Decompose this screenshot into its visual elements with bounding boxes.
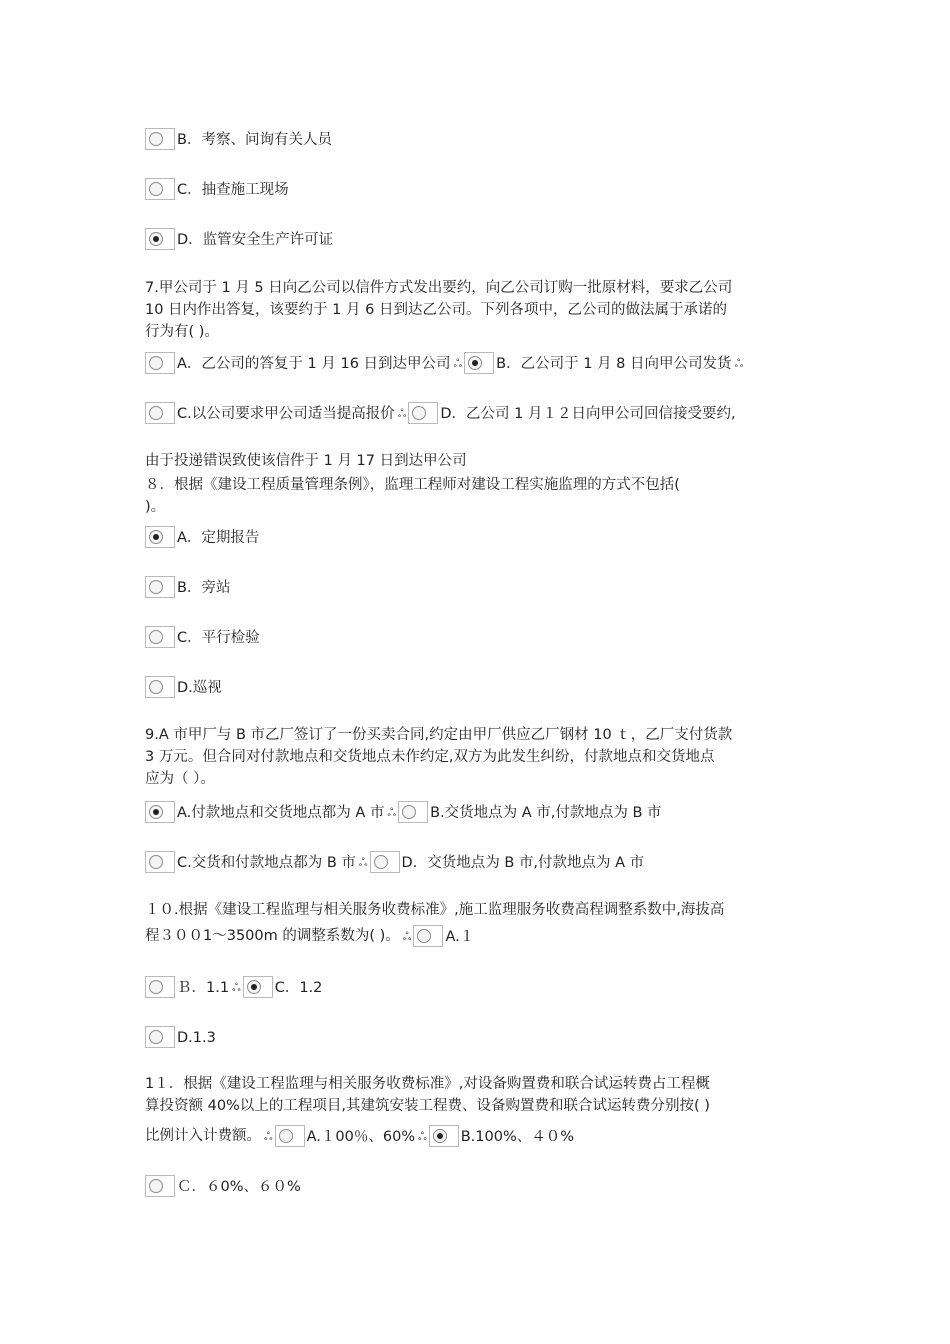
radio-button[interactable] — [413, 925, 443, 947]
q10-stem-line-2: 程３００1～3500m 的调整系数为( )。 — [145, 928, 400, 944]
option-label: B.交货地点为 A 市,付款地点为 B 市 — [430, 805, 662, 821]
radio-button[interactable] — [145, 851, 175, 873]
q6-option-c[interactable] — [145, 178, 289, 200]
option-label: A．乙公司的答复于 1 月 16 日到达甲公司 — [177, 356, 451, 372]
radio-button-selected[interactable] — [145, 526, 175, 548]
radio-button[interactable] — [145, 128, 175, 150]
q9-option-b[interactable] — [398, 801, 661, 823]
option-label: C．平行检验 — [177, 630, 260, 646]
q11-stem-line-1: 1１．根据《建设工程监理与相关服务收费标准》,对设备购置费和联合试运转费占工程概 — [145, 1076, 710, 1092]
radio-button[interactable] — [398, 801, 428, 823]
q10-option-c[interactable] — [243, 976, 323, 998]
q8-stem-line-2: )。 — [145, 499, 166, 515]
q9-options-row-2 — [145, 851, 644, 873]
q7-stem-line-2: 10 日内作出答复，该要约于 1 月 6 日到达乙公司。下列各项中，乙公司的做法属于承诺的 — [145, 302, 727, 318]
q7-option-d[interactable] — [408, 402, 735, 424]
q7-options-row-1 — [145, 352, 745, 374]
q10-option-b[interactable] — [145, 976, 229, 998]
mark-glyph: ஃ — [358, 856, 368, 869]
option-label: A．定期报告 — [177, 530, 260, 546]
option-label: C．1.2 — [274, 980, 323, 996]
q6-option-b[interactable] — [145, 128, 332, 150]
radio-button[interactable] — [145, 676, 175, 698]
option-label: Ｃ．６0%、６０% — [177, 1179, 301, 1195]
option-label: C.以公司要求甲公司适当提高报价 — [177, 406, 395, 422]
q11-option-c[interactable] — [145, 1175, 301, 1197]
q7-options-row-2 — [145, 402, 736, 424]
q7-option-a[interactable] — [145, 352, 451, 374]
radio-button[interactable] — [145, 1175, 175, 1197]
q9-stem-line-2: 3 万元。但合同对付款地点和交货地点未作约定,双方为此发生纠纷，付款地点和交货地点 — [145, 749, 715, 765]
radio-button[interactable] — [145, 1026, 175, 1048]
q10-stem-line-2-row — [145, 925, 474, 947]
option-label: A.１ — [445, 929, 475, 945]
mark-glyph: ஃ — [232, 981, 241, 994]
q11-option-a[interactable] — [275, 1125, 415, 1147]
radio-button-selected[interactable] — [145, 228, 175, 250]
q6-option-d[interactable] — [145, 228, 333, 250]
q11-option-b[interactable] — [429, 1125, 574, 1147]
option-label: D．交货地点为 B 市,付款地点为 A 市 — [401, 855, 645, 871]
q8-option-c[interactable] — [145, 626, 260, 648]
q7-stem-line-3: 行为有( )。 — [145, 324, 219, 340]
q11-stem-line-3-row — [145, 1125, 574, 1147]
option-label: D.1.3 — [177, 1030, 216, 1046]
radio-button[interactable] — [275, 1125, 305, 1147]
q9-stem-line-1: 9.A 市甲厂与 B 市乙厂签订了一份买卖合同,约定由甲厂供应乙厂钢材 10 ｔ，乙厂支付货款 — [145, 727, 733, 743]
option-label: A.付款地点和交货地点都为 A 市 — [177, 805, 385, 821]
option-label: A.１00％、60% — [306, 1129, 416, 1145]
radio-button-selected[interactable] — [429, 1125, 459, 1147]
radio-button[interactable] — [145, 352, 175, 374]
mark-glyph: ஃ — [418, 1130, 427, 1143]
mark-glyph: ஃ — [453, 357, 463, 370]
q11-stem-line-3: 比例计入计费额。 — [145, 1128, 261, 1144]
radio-button-selected[interactable] — [145, 801, 175, 823]
q8-stem-line-1: ８．根据《建设工程质量管理条例》，监理工程师对建设工程实施监理的方式不包括( — [145, 477, 680, 493]
q9-stem — [145, 724, 810, 790]
q9-options-row-1 — [145, 801, 662, 823]
option-label: C．抽查施工现场 — [177, 182, 289, 198]
mark-glyph: ஃ — [402, 930, 412, 943]
q9-option-a[interactable] — [145, 801, 384, 823]
q11-stem-line-2: 算投资额 40%以上的工程项目,其建筑安装工程费、设备购置费和联合试运转费分别按( ) — [145, 1098, 710, 1114]
q10-option-d[interactable] — [145, 1026, 216, 1048]
radio-button[interactable] — [145, 178, 175, 200]
radio-button[interactable] — [145, 626, 175, 648]
q10-stem-line-1: １０.根据《建设工程监理与相关服务收费标准》,施工监理服务收费高程调整系数中,海拔高 — [145, 902, 725, 918]
q10-options-row-2 — [145, 976, 322, 998]
option-label: B．乙公司于 1 月 8 日向甲公司发货 — [496, 356, 732, 372]
radio-button-selected[interactable] — [464, 352, 494, 374]
option-label: B.100%、４０% — [460, 1129, 575, 1145]
radio-button[interactable] — [408, 402, 438, 424]
q7-stem-line-1: 7.甲公司于 1 月 5 日向乙公司以信件方式发出要约，向乙公司订购一批原材料，要求乙公司 — [145, 280, 733, 296]
q9-option-d[interactable] — [370, 851, 645, 873]
option-label: B．考察、问询有关人员 — [177, 132, 332, 148]
q7-option-d-continuation: 由于投递错误致使该信件于 1 月 17 日到达甲公司 — [145, 453, 467, 469]
q11-stem — [145, 1073, 810, 1117]
q7-stem — [145, 277, 810, 343]
option-label: B．旁站 — [177, 580, 231, 596]
q8-option-a[interactable] — [145, 526, 259, 548]
q7-option-b[interactable] — [464, 352, 731, 374]
q8-option-d[interactable] — [145, 676, 222, 698]
option-label: D．乙公司 1 月１２日向甲公司回信接受要约, — [440, 406, 736, 422]
q8-stem — [145, 474, 810, 518]
option-label: D．监管安全生产许可证 — [177, 232, 334, 248]
option-label: D.巡视 — [177, 680, 222, 696]
radio-button[interactable] — [145, 576, 175, 598]
mark-glyph: ஃ — [397, 407, 407, 420]
radio-button[interactable] — [370, 851, 400, 873]
q9-stem-line-3: 应为（ ）。 — [145, 771, 215, 787]
q7-option-c[interactable] — [145, 402, 395, 424]
mark-glyph: ஃ — [387, 806, 397, 819]
radio-button-selected[interactable] — [243, 976, 273, 998]
q9-option-c[interactable] — [145, 851, 356, 873]
mark-glyph: ஃ — [734, 357, 744, 370]
radio-button[interactable] — [145, 402, 175, 424]
option-label: Ｂ．1.1 — [177, 980, 230, 996]
q10-option-a[interactable] — [413, 925, 474, 947]
mark-glyph: ஃ — [264, 1130, 273, 1143]
option-label: C.交货和付款地点都为 B 市 — [177, 855, 356, 871]
radio-button[interactable] — [145, 976, 175, 998]
q8-option-b[interactable] — [145, 576, 230, 598]
